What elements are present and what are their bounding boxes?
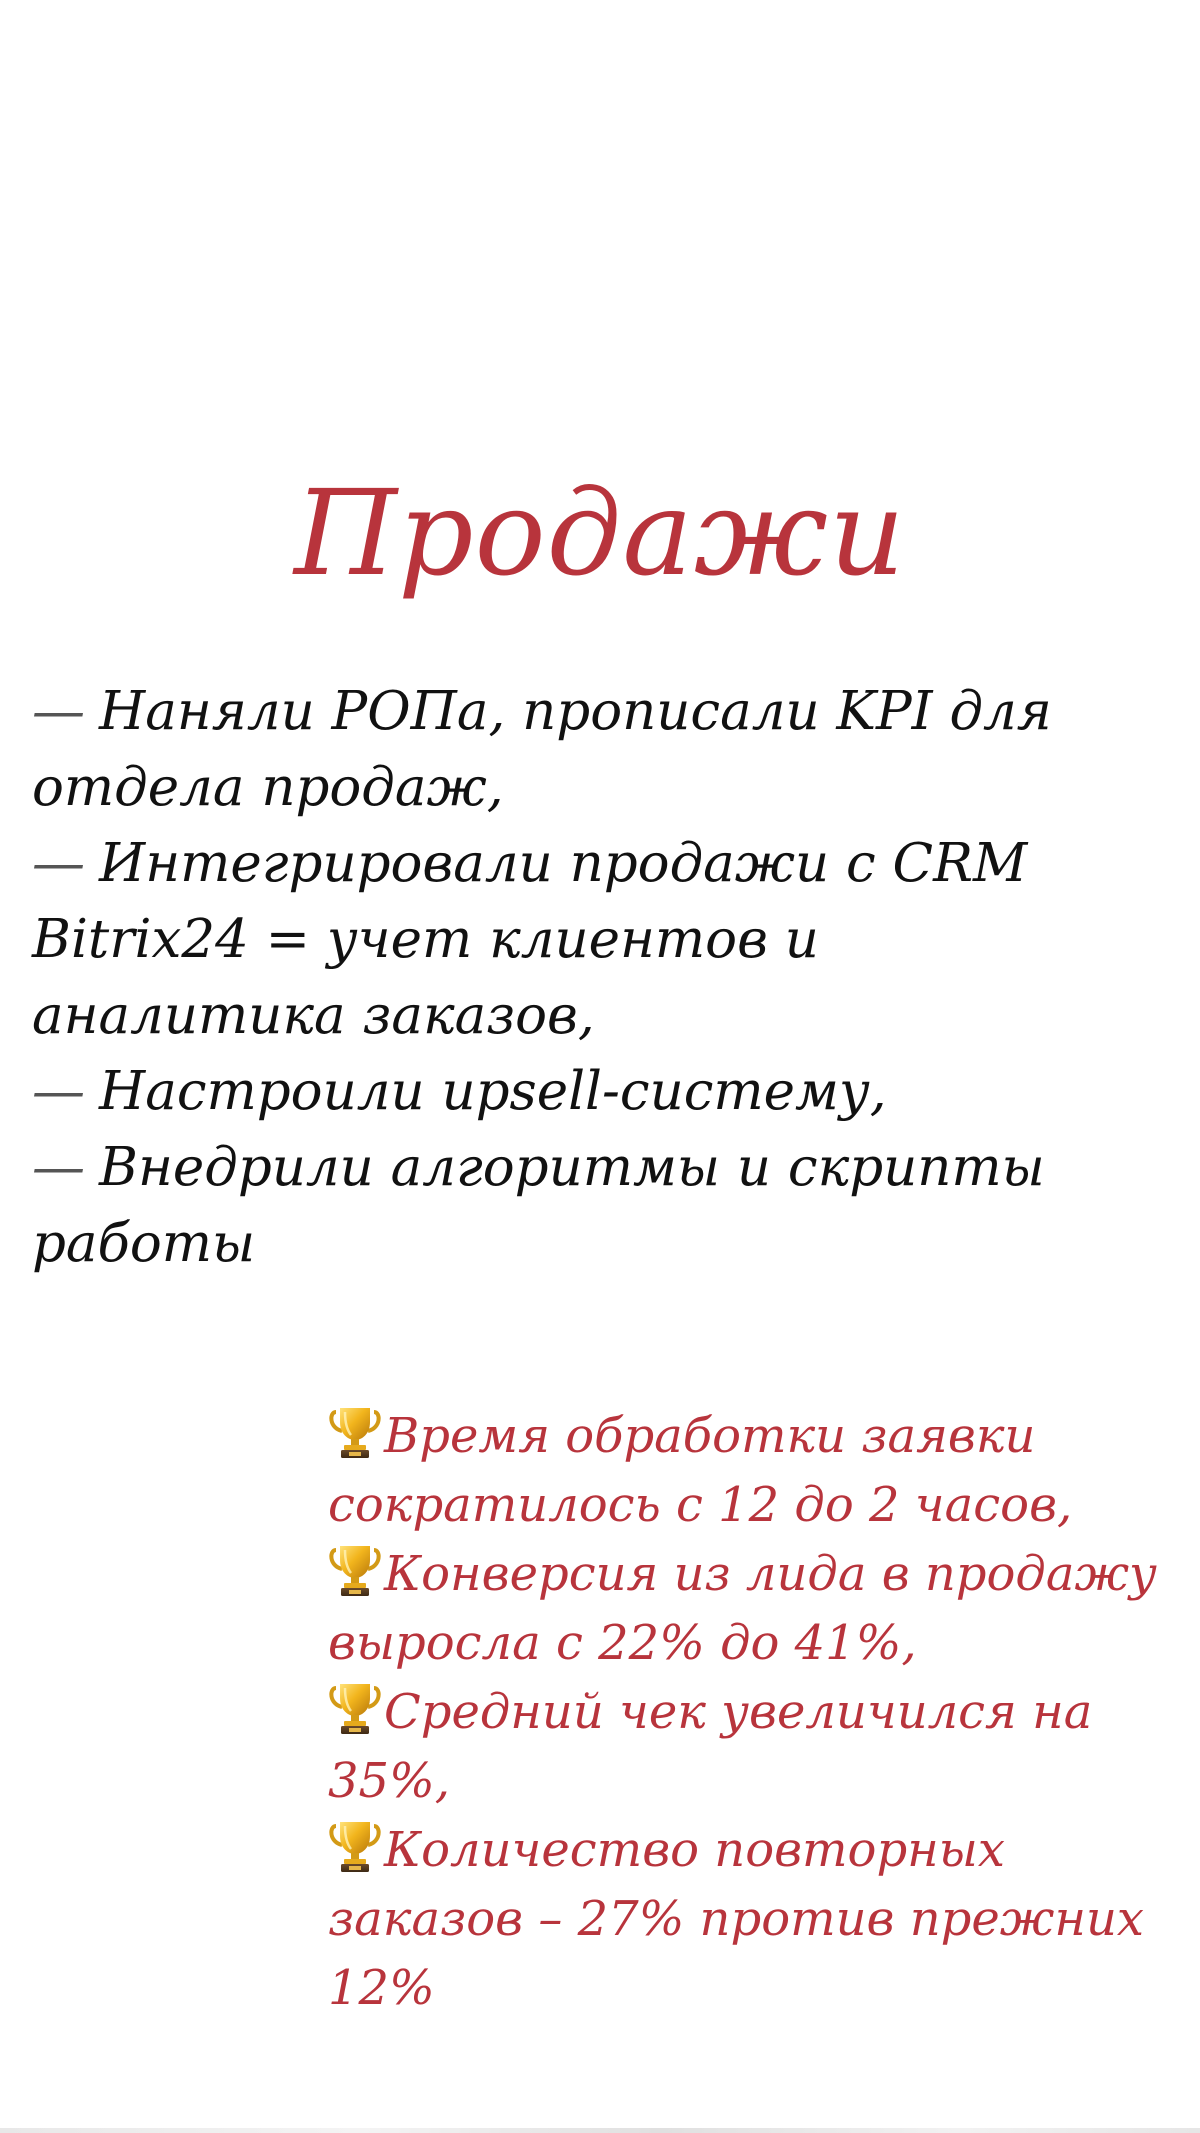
action-item: [32, 826, 1072, 1054]
dash: —: [32, 1137, 85, 1198]
action-item: [32, 1130, 1072, 1282]
dash: —: [32, 681, 85, 742]
result-text: Время обработки заявки сократилось с 12 до 2 часов,: [328, 1408, 1073, 1533]
action-text: Интегрировали продажи с CRM Bitrix24 = учет клиентов и аналитика заказов,: [32, 833, 1028, 1046]
result-item: [328, 1678, 1188, 1816]
action-text: Настроили upsell-систему,: [99, 1061, 887, 1122]
trophy-icon: [328, 1542, 382, 1598]
action-text: Внедрили алгоритмы и скрипты работы: [32, 1137, 1045, 1274]
result-item: [328, 1402, 1188, 1540]
result-item: [328, 1540, 1188, 1678]
action-item: [32, 674, 1072, 826]
trophy-icon: [328, 1404, 382, 1460]
results-list: [328, 1402, 1188, 2023]
result-text: Конверсия из лида в продажу выросла с 22% до 41%,: [328, 1546, 1157, 1671]
result-text: Количество повторных заказов – 27% против прежних 12%: [328, 1822, 1144, 2016]
dash: —: [32, 1061, 85, 1122]
trophy-icon: [328, 1680, 382, 1736]
dash: —: [32, 833, 85, 894]
trophy-icon: [328, 1818, 382, 1874]
action-item: [32, 1054, 1072, 1130]
action-text: Наняли РОПа, прописали KPI для отдела продаж,: [32, 681, 1052, 818]
bottom-strip: [0, 2128, 1200, 2133]
result-item: [328, 1816, 1188, 2023]
actions-list: [32, 674, 1072, 1282]
result-text: Средний чек увеличился на 35%,: [328, 1684, 1093, 1809]
page-title: Продажи: [294, 464, 906, 602]
